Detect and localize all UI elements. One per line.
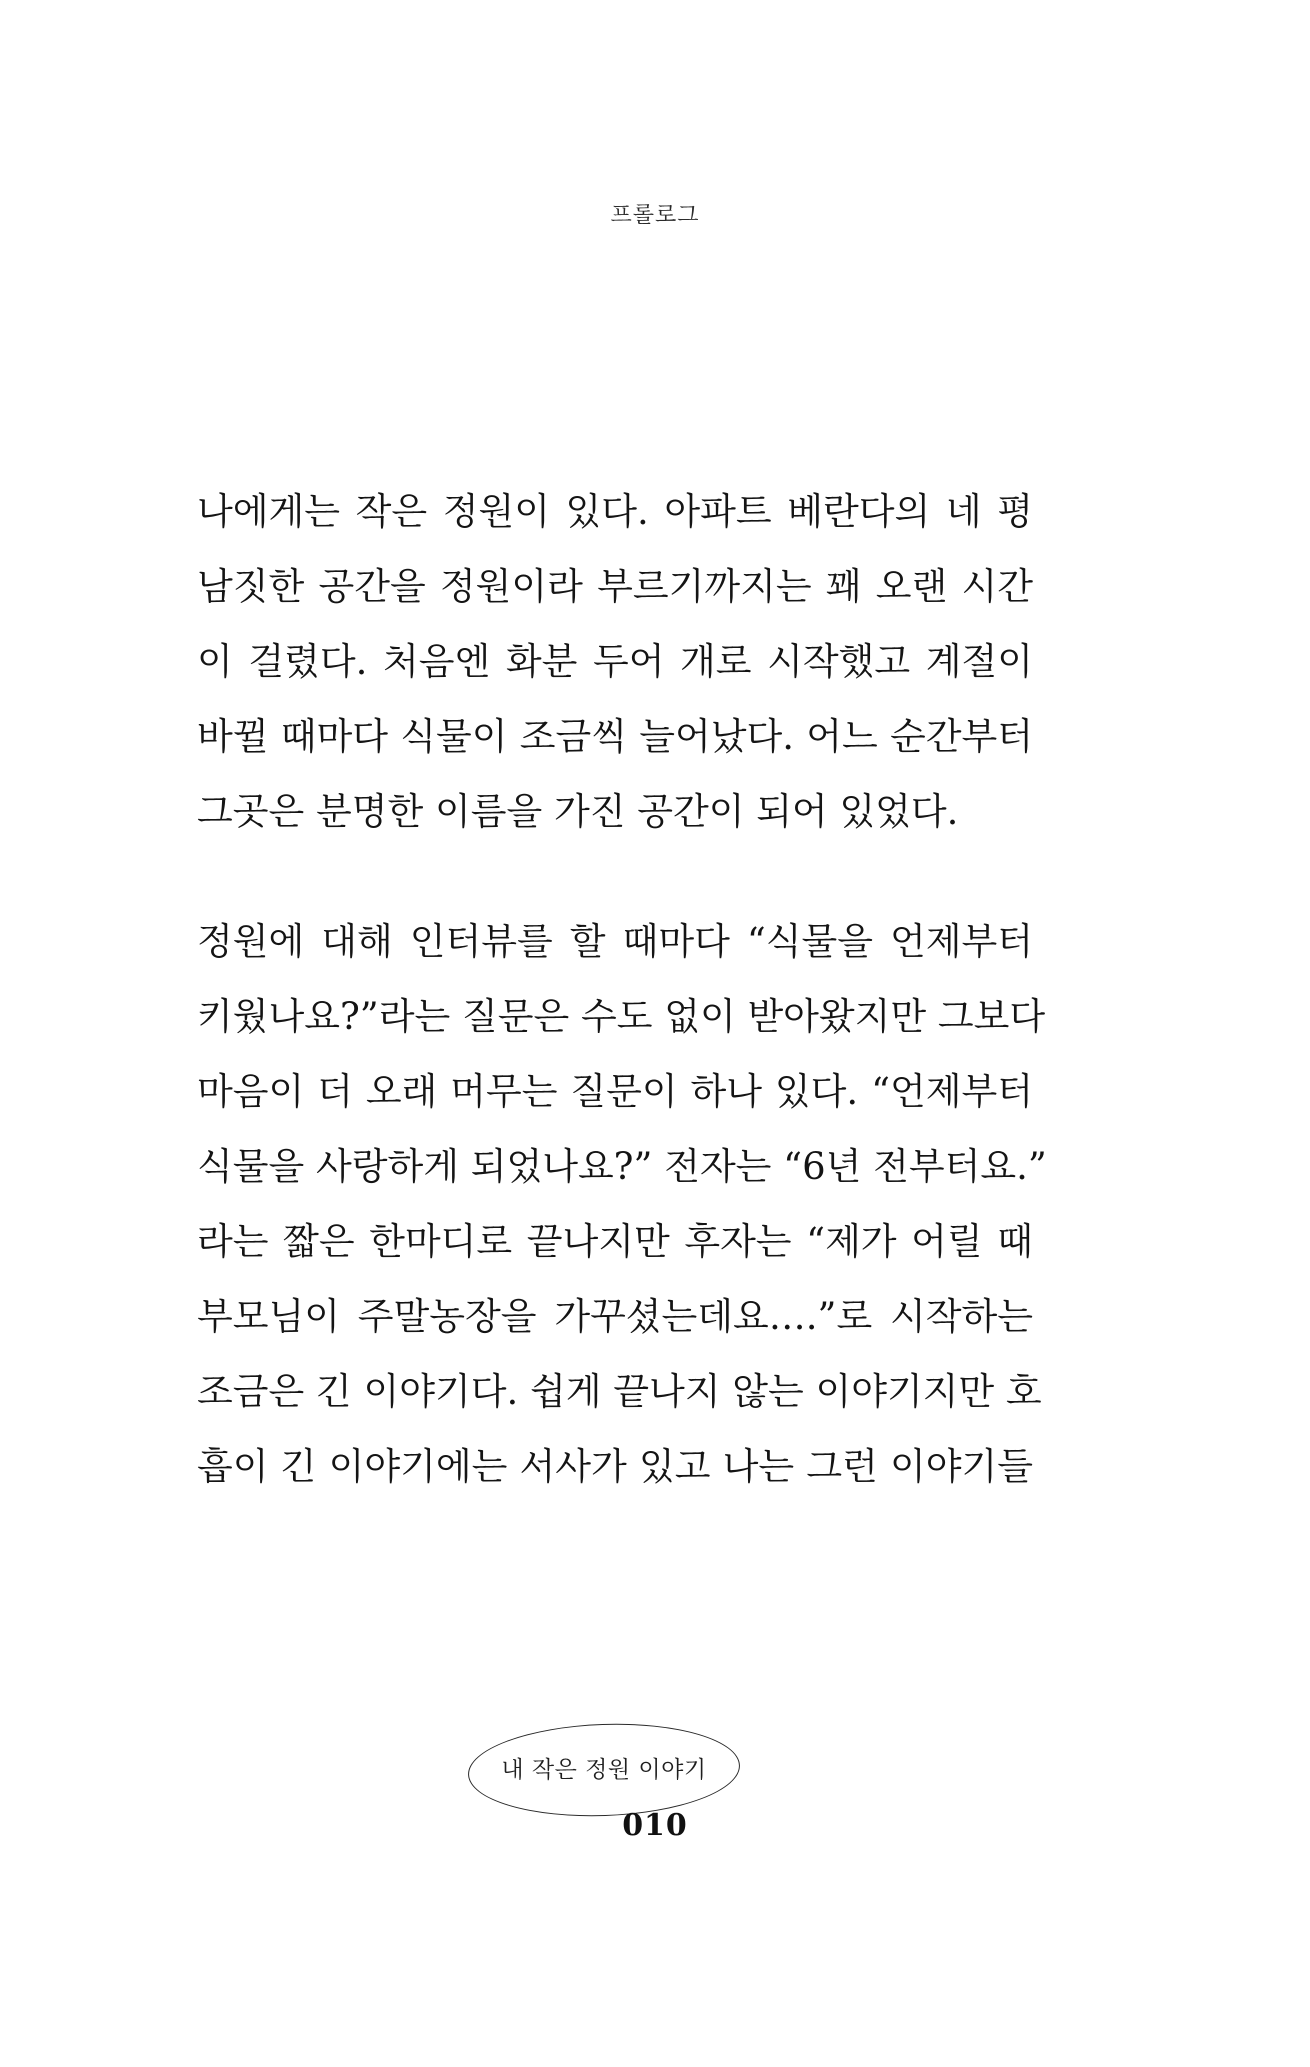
text-line: 나에게는 작은 정원이 있다. 아파트 베란다의 네 평 (197, 490, 1033, 533)
text-line: 남짓한 공간을 정원이라 부르기까지는 꽤 오랜 시간 (197, 565, 1033, 608)
text-line: 조금은 긴 이야기다. 쉽게 끝나지 않는 이야기지만 호 (197, 1370, 1042, 1413)
text-line: 라는 짧은 한마디로 끝나지만 후자는 “제가 어릴 때 (197, 1220, 1033, 1263)
text-line: 마음이 더 오래 머무는 질문이 하나 있다. “언제부터 (197, 1070, 1033, 1113)
text-line: 키웠나요?”라는 질문은 수도 없이 받아왔지만 그보다 (197, 995, 1046, 1038)
text-line: 식물을 사랑하게 되었나요?” 전자는 “6년 전부터요.” (197, 1145, 1047, 1188)
text-line: 부모님이 주말농장을 가꾸셨는데요….”로 시작하는 (197, 1295, 1033, 1338)
paragraph-2 (197, 904, 1047, 1504)
running-head: 프롤로그 (610, 203, 700, 228)
text-line: 정원에 대해 인터뷰를 할 때마다 “식물을 언제부터 (197, 920, 1033, 963)
text-line: 이 걸렸다. 처음엔 화분 두어 개로 시작했고 계절이 (197, 640, 1033, 683)
text-line: 그곳은 분명한 이름을 가진 공간이 되어 있었다. (197, 790, 959, 833)
page-number: 010 (622, 1808, 688, 1843)
text-line: 흡이 긴 이야기에는 서사가 있고 나는 그런 이야기들 (197, 1445, 1033, 1488)
paragraph-1 (197, 474, 1033, 849)
text-line: 바뀔 때마다 식물이 조금씩 늘어났다. 어느 순간부터 (197, 715, 1033, 758)
book-title: 내 작은 정원 이야기 (501, 1757, 707, 1783)
